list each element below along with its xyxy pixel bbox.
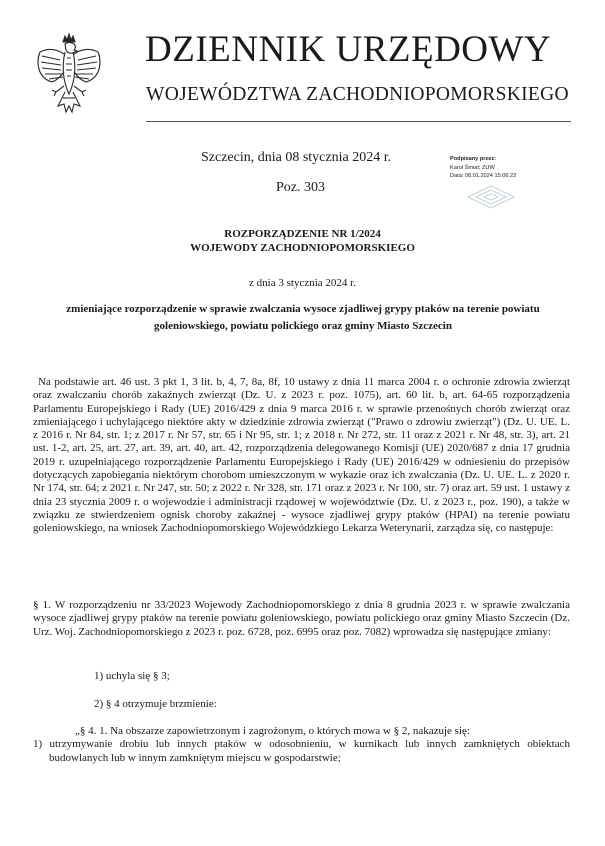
regulation-number: ROZPORZĄDZENIE NR 1/2024 xyxy=(224,228,381,240)
signature-signer: Karol Śmiat; ZUW xyxy=(450,164,495,171)
journal-subtitle: WOJEWÓDZTWA ZACHODNIOPOMORSKIEGO xyxy=(146,84,569,105)
position-number: Poz. 303 xyxy=(276,180,325,195)
signature-label: Podpisany przez: xyxy=(450,156,497,162)
amendment-item-2: 2) § 4 otrzymuje brzmienie: xyxy=(94,698,217,710)
legal-basis-paragraph: Na podstawie art. 46 ust. 3 pkt 1, 3 lit. b, 4, 7, 8a, 8f, 10 ustawy z dnia 11 marca 2004 r. o ochronie zdrowia zwierząt oraz zwalczaniu chorób zakaźnych zwierząt (Dz. U. z 2023 r. poz. 1075), art. 60 lit. b, art. 64-65 rozporządzenia Parlamentu Europejskiego i Rady (UE) 2016/429 z dnia 9 marca 2016 r. w sprawie przenośnych chorób zwierząt oraz zmieniającego i uchylającego niektóre akty w dziedzinie zdrowia zwierząt ("Prawo o zdrowiu zwierząt") (Dz. U. UE. L. z 2016 r. Nr 84, str. 1; z 2017 r. Nr 57, str. 65 i Nr 95, str. 1; z 2018 r. Nr 272, str. 11 oraz z 2021 r. Nr 48, str. 3), art. 21 ust. 1-2, art. 25, art. 27, art. 39, art. 40, art. 42, rozporządzenia delegowanego Komisji (UE) 2020/687 z dnia 17 grudnia 2019 r. uzupełniającego rozporządzenie Parlamentu Europejskiego i Rady (UE) 2016/429 w odniesieniu do przepisów dotyczących zapobiegania niektórym chorobom umieszczonym w wykazie oraz ich zwalczania (Dz. U. UE. L. z 2020 r. Nr 174, str. 64; z 2021 r. Nr 247, str. 50; z 2022 r. Nr 328, str. 171 oraz z 2023 r. Nr 100, str. 7) oraz art. 59 ust. 1 ustawy z dnia 23 stycznia 2009 r. o wojewodzie i administracji rządowej w województwie (Dz. U. z 2023 r., poz. 190), a także w związku ze stwierdzeniem ognisk choroby zakaźnej - wysoce zjadliwej grypy ptaków (HPAI) na terenie powiatu goleniowskiego, na wniosek Zachodniopomorskiego Wojewódzkiego Lekarza Weterynarii, zarządza się, co następuje: xyxy=(33,376,570,535)
section-4-heading: „§ 4. 1. Na obszarze zapowietrzonym i zagrożonym, o których mowa w § 2, nakazuje się: xyxy=(75,725,470,737)
polish-eagle-emblem-icon xyxy=(34,32,104,118)
section-4-point-1: 1) utrzymywanie drobiu lub innych ptaków w odosobnieniu, w kurnikach lub innych zamkniętych obiektach budowlanych lub w innym zamkniętym miejscu w gospodarstwie; xyxy=(33,738,570,764)
publication-date: Szczecin, dnia 08 stycznia 2024 r. xyxy=(201,150,392,165)
regulation-issuer: WOJEWODY ZACHODNIOPOMORSKIEGO xyxy=(190,241,415,254)
digital-signature xyxy=(450,155,516,181)
regulation-subject: zmieniające rozporządzenie w sprawie zwalczania wysoce zjadliwej grypy ptaków na terenie powiatu goleniowskiego, powiatu polickiego oraz gminy Miasto Szczecin xyxy=(66,303,540,332)
section-1-paragraph: § 1. W rozporządzeniu nr 33/2023 Wojewody Zachodniopomorskiego z dnia 8 grudnia 2023 r. w sprawie zwalczania wysoce zjadliwej grypy ptaków na terenie powiatu goleniowskiego, powiatu polickiego oraz gminy Miasto Szczecin (Dz. Urz. Woj. Zachodniopomorskiego z 2023 r. poz. 6728, poz. 6995 oraz poz. 7082) wprowadza się następujące zmiany: xyxy=(33,599,570,638)
regulation-date: z dnia 3 stycznia 2024 r. xyxy=(249,277,356,289)
regulation-title xyxy=(0,228,605,255)
signature-date: Data: 08.01.2024 15:06:22 xyxy=(450,173,517,179)
amendment-item-1: 1) uchyla się § 3; xyxy=(94,670,170,682)
journal-title: DZIENNIK URZĘDOWY xyxy=(145,29,552,70)
signature-watermark-icon xyxy=(448,182,534,212)
header-divider xyxy=(146,121,571,122)
section-4-text xyxy=(33,725,570,765)
